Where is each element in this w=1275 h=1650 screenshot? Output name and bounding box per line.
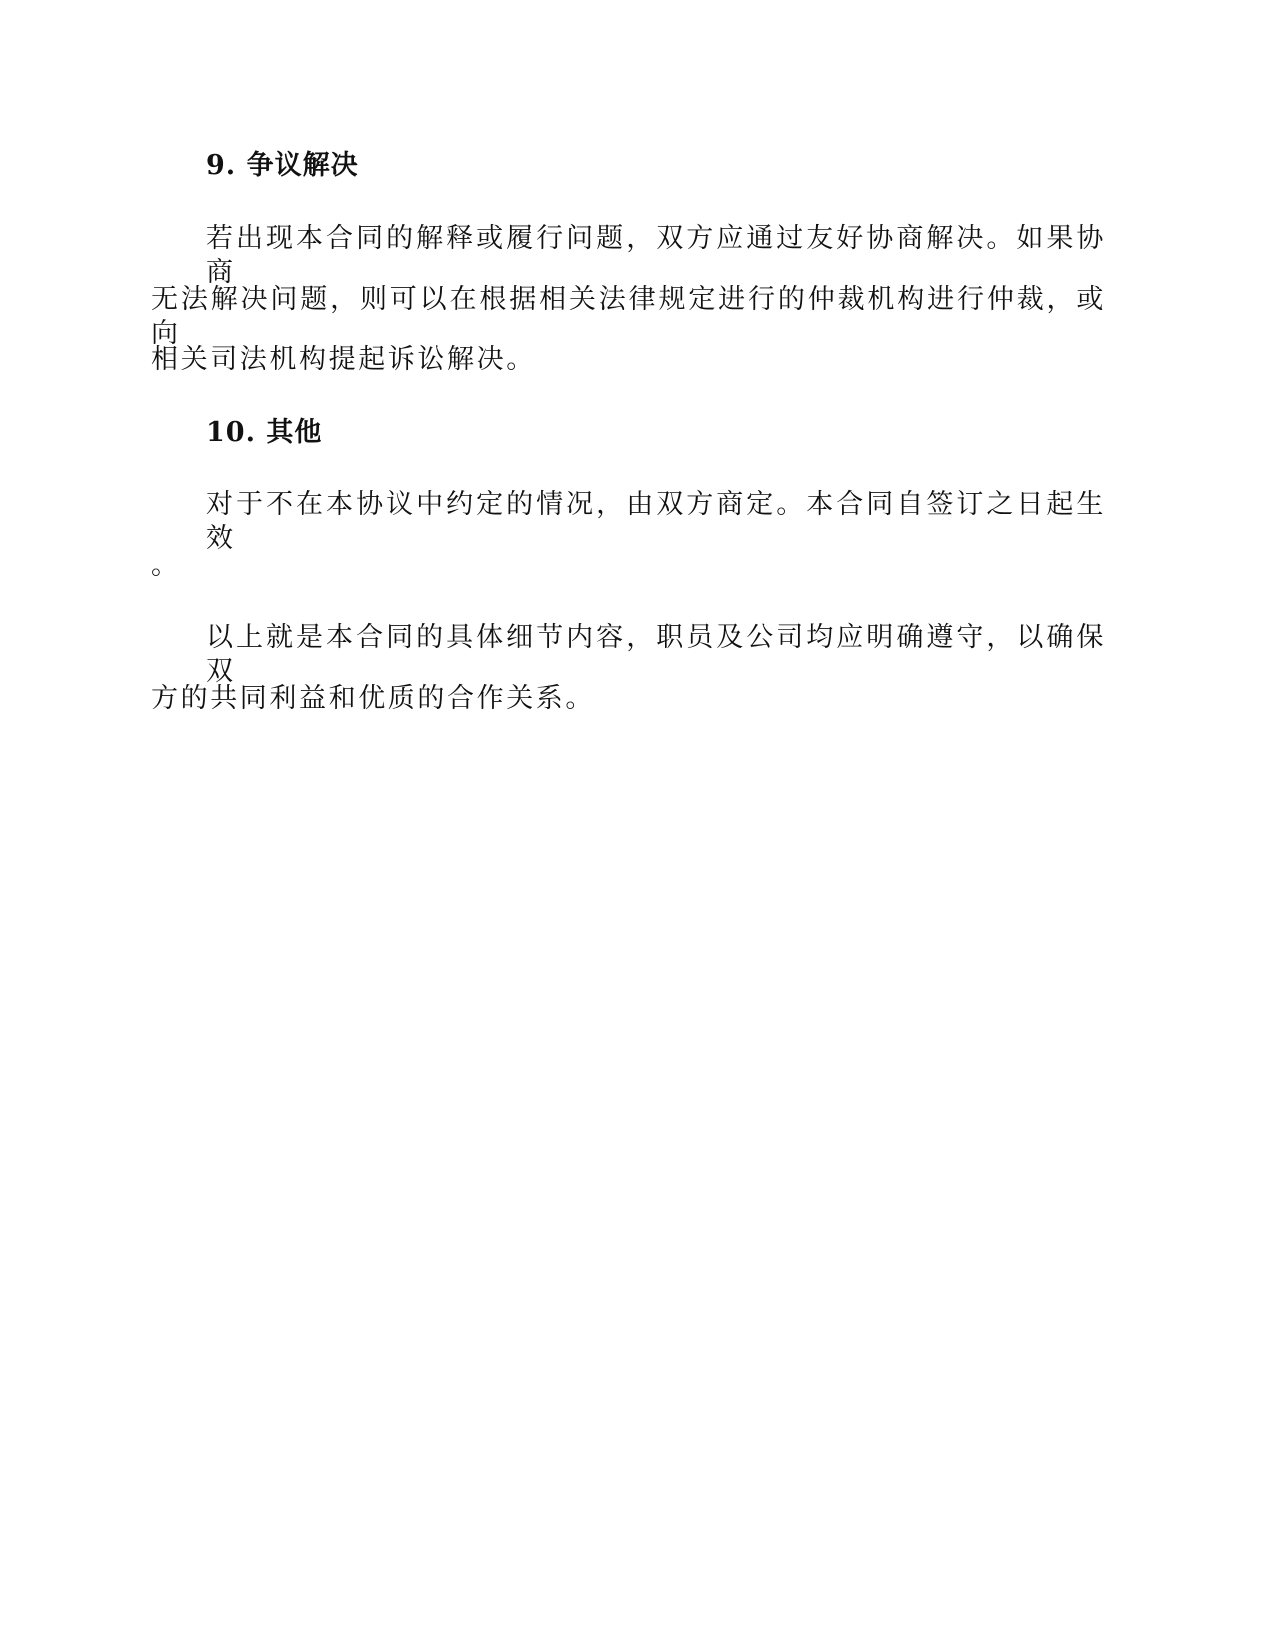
section-10-heading: 10. 其他 xyxy=(206,417,323,448)
section-10-line-1: 对于不在本协议中约定的情况，由双方商定。本合同自签订之日起生效 xyxy=(206,489,1106,554)
section-9-line-1: 若出现本合同的解释或履行问题，双方应通过友好协商解决。如果协商 xyxy=(206,223,1106,288)
closing-line-2: 方的共同利益和优质的合作关系。 xyxy=(151,683,595,714)
section-10-line-2: 。 xyxy=(151,550,181,581)
section-9-line-2: 无法解决问题，则可以在根据相关法律规定进行的仲裁机构进行仲裁，或向 xyxy=(151,284,1106,349)
section-9-line-3: 相关司法机构提起诉讼解决。 xyxy=(151,344,536,375)
section-9-heading: 9. 争议解决 xyxy=(206,150,359,181)
closing-line-1: 以上就是本合同的具体细节内容，职员及公司均应明确遵守，以确保双 xyxy=(206,622,1106,687)
